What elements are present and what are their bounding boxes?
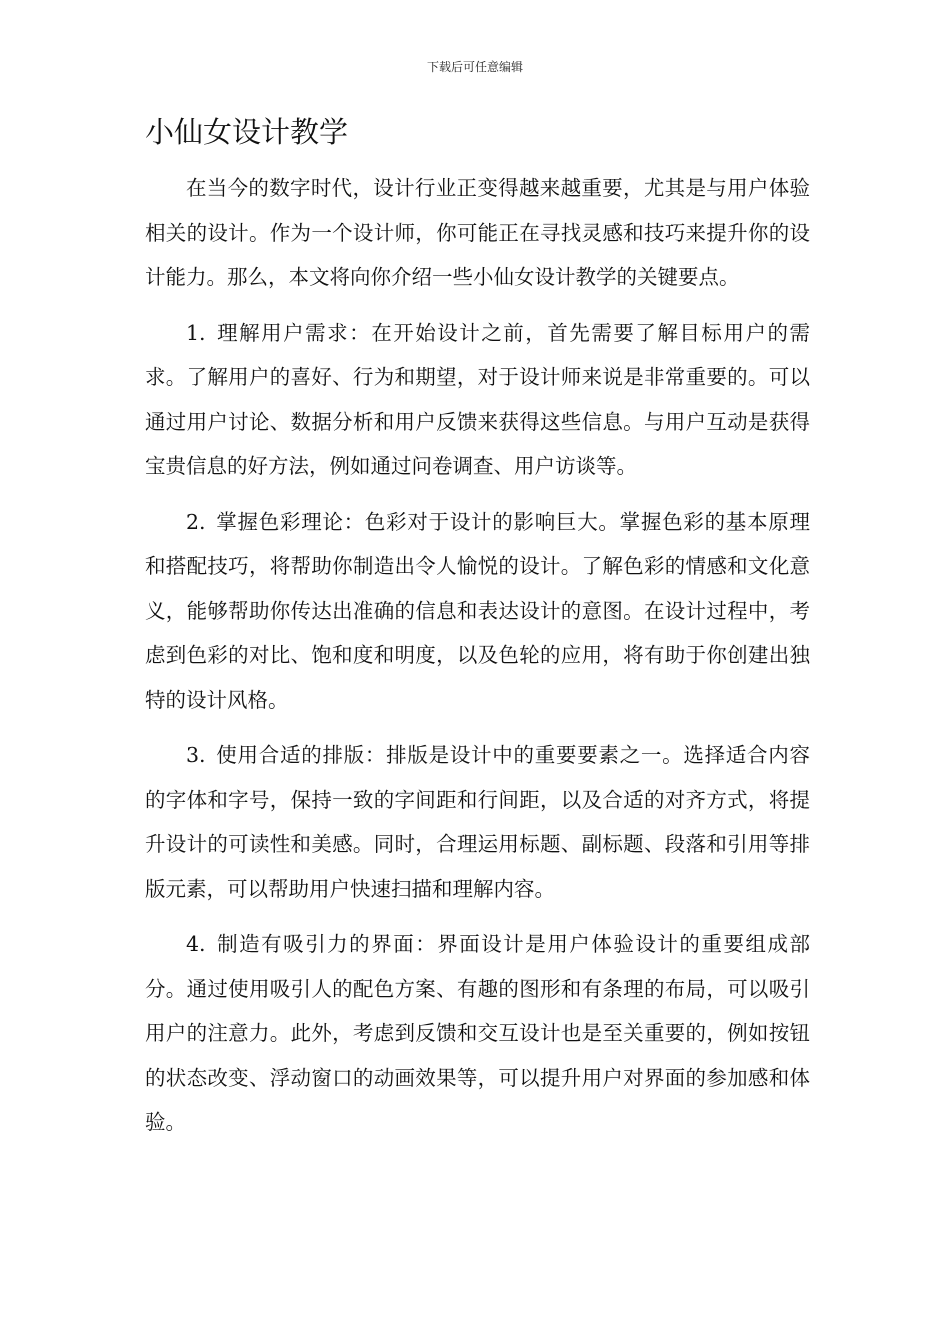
- point-paragraph-1: [145, 311, 810, 489]
- point-text: 制造有吸引力的界面：界面设计是用户体验设计的重要组成部分。通过使用吸引人的配色方案、有趣的图形和有条理的布局，可以吸引用户的注意力。此外，考虑到反馈和交互设计也是至关重要的，例如按钮的状态改变、浮动窗口的动画效果等，可以提升用户对界面的参加感和体验。: [145, 932, 810, 1134]
- page-title: 小仙女设计教学: [145, 115, 349, 149]
- intro-paragraph: 在当今的数字时代，设计行业正变得越来越重要，尤其是与用户体验相关的设计。作为一个设计师，你可能正在寻找灵感和技巧来提升你的设计能力。那么，本文将向你介绍一些小仙女设计教学的关键要点。: [145, 176, 810, 289]
- header-note: 下载后可任意编辑: [426, 60, 523, 74]
- point-number: 4.: [186, 932, 206, 956]
- point-number: 3.: [186, 743, 206, 767]
- point-paragraph-4: [145, 922, 810, 1145]
- point-text: 理解用户需求：在开始设计之前，首先需要了解目标用户的需求。了解用户的喜好、行为和期望，对于设计师来说是非常重要的。可以通过用户讨论、数据分析和用户反馈来获得这些信息。与用户互动是获得宝贵信息的好方法，例如通过问卷调查、用户访谈等。: [145, 320, 810, 478]
- point-text: 使用合适的排版：排版是设计中的重要要素之一。选择适合内容的字体和字号，保持一致的字间距和行间距，以及合适的对齐方式，将提升设计的可读性和美感。同时，合理运用标题、副标题、段落和引用等排版元素，可以帮助用户快速扫描和理解内容。: [145, 743, 810, 901]
- point-number: 1.: [186, 320, 206, 345]
- point-text: 掌握色彩理论：色彩对于设计的影响巨大。掌握色彩的基本原理和搭配技巧，将帮助你制造出令人愉悦的设计。了解色彩的情感和文化意义，能够帮助你传达出准确的信息和表达设计的意图。在设计过程中，考虑到色彩的对比、饱和度和明度，以及色轮的应用，将有助于你创建出独特的设计风格。: [145, 509, 810, 712]
- point-paragraph-2: [145, 500, 810, 723]
- document-body: [145, 166, 810, 1156]
- point-number: 2.: [186, 509, 206, 534]
- point-paragraph-3: [145, 733, 810, 911]
